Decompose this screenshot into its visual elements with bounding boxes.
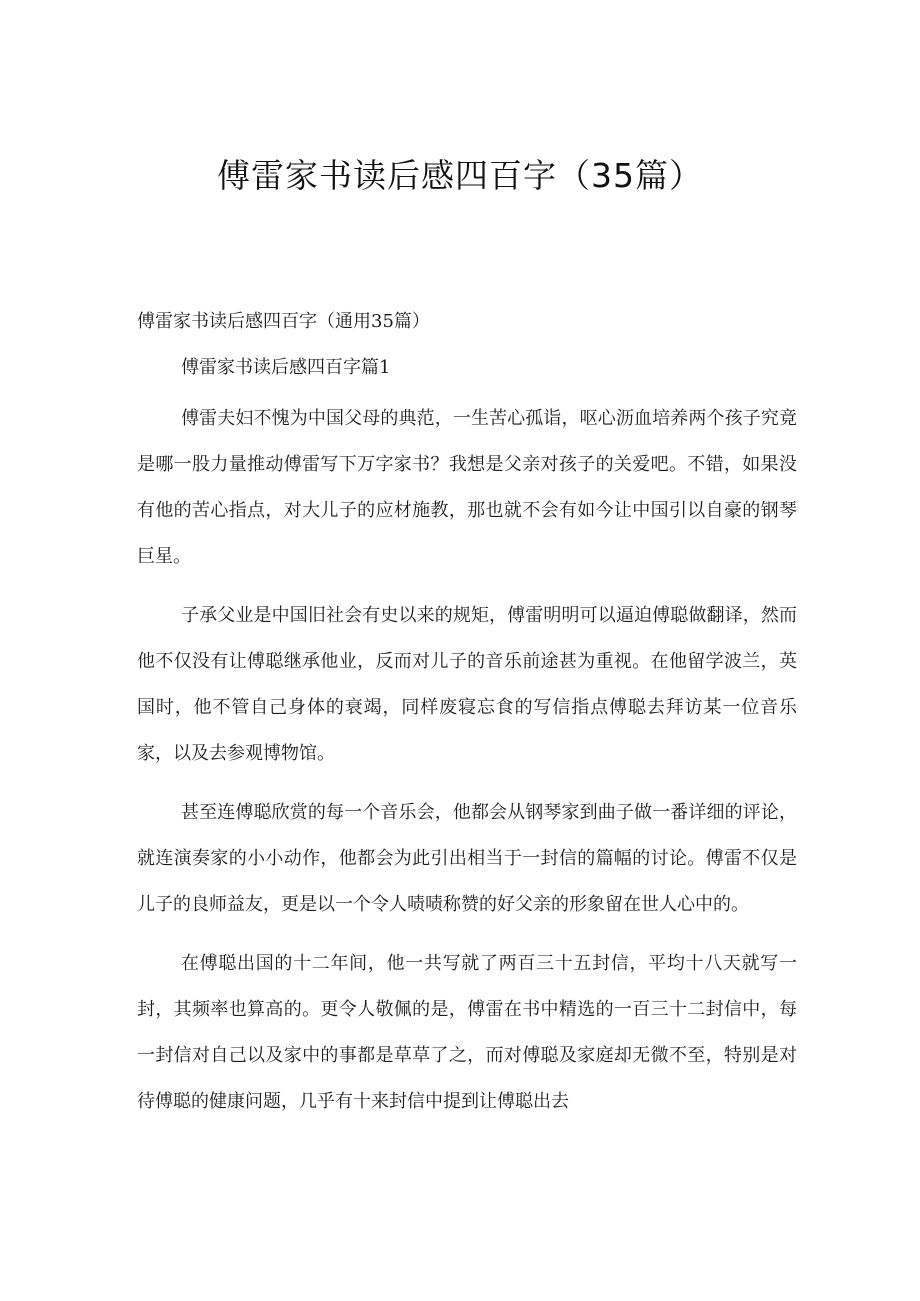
document-title: 傅雷家书读后感四百字（35篇） <box>217 156 703 195</box>
section-heading: 傅雷家书读后感四百字篇1 <box>181 357 391 378</box>
paragraph: 傅雷夫妇不愧为中国父母的典范，一生苦心孤诣，呕心沥血培养两个孩子究竟是哪一股力量推动傅雷写下万字家书？我想是父亲对孩子的关爱吧。不错，如果没有他的苦心指点，对大儿子的应材施教，那也就不会有如今让中国引以自豪的钢琴巨星。 <box>137 408 797 567</box>
paragraph: 甚至连傅聪欣赏的每一个音乐会，他都会从钢琴家到曲子做一番详细的评论，就连演奏家的小小动作，他都会为此引出相当于一封信的篇幅的讨论。傅雷不仅是儿子的良师益友，更是以一个令人啧啧称赞的好父亲的形象留在世人心中的。 <box>137 802 797 915</box>
paragraph: 子承父业是中国旧社会有史以来的规矩，傅雷明明可以逼迫傅聪做翻译，然而他不仅没有让傅聪继承他业，反而对儿子的音乐前途甚为重视。在他留学波兰，英国时，他不管自己身体的衰竭，同样废寝忘食的写信指点傅聪去拜访某一位音乐家，以及去参观博物馆。 <box>137 605 797 764</box>
document-subtitle: 傅雷家书读后感四百字（通用35篇） <box>137 311 430 332</box>
article-body <box>137 396 797 1138</box>
paragraph: 在傅聪出国的十二年间，他一共写就了两百三十五封信，平均十八天就写一封，其频率也算高的。更令人敬佩的是，傅雷在书中精选的一百三十二封信中，每一封信对自己以及家中的事都是草草了之，而对傅聪及家庭却无微不至，特别是对待傅聪的健康问题，几乎有十来封信中提到让傅聪出去 <box>137 953 797 1112</box>
